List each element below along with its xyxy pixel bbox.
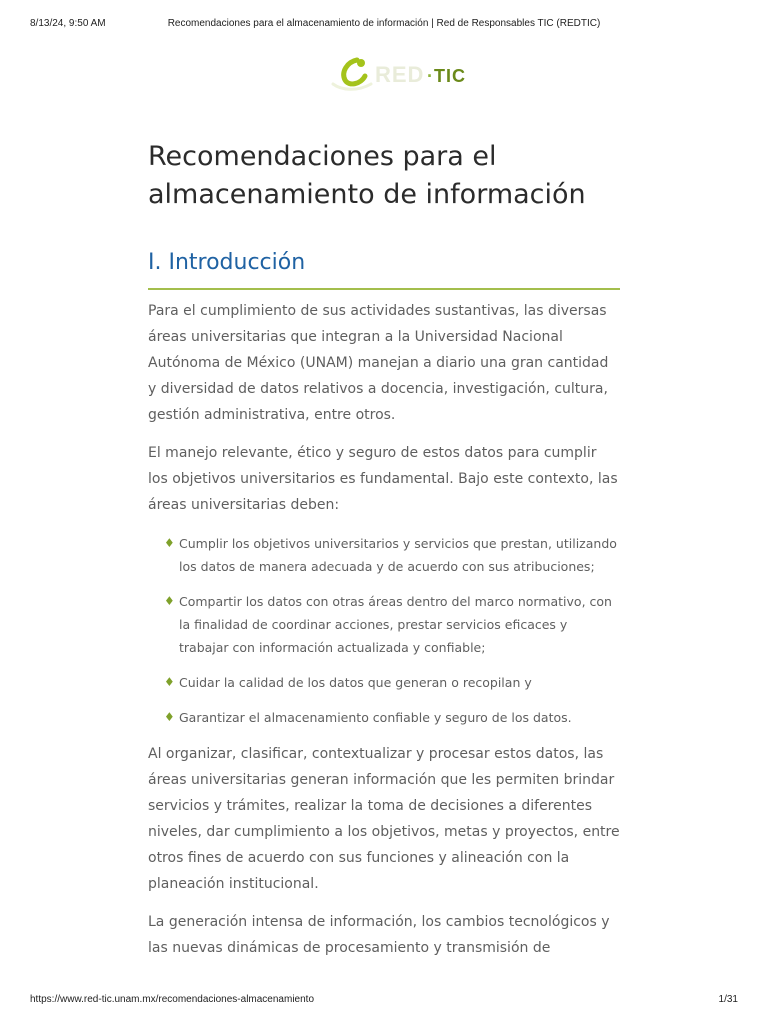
article [148,138,620,961]
diamond-bullet-icon: ♦ [164,594,175,608]
page-counter: 1/31 [718,994,738,1005]
paragraph-intro: Para el cumplimiento de sus actividades sustantivas, las diversas áreas universitarias que integran a la Universidad Nacional Autónoma de México (UNAM) manejan a diario una gran cantidad y diversidad de datos relativos a docencia, investigación, cultura, gestión administrativa, entre otros. [148,303,609,423]
list-item-text: Cumplir los objetivos universitarios y servicios que prestan, utilizando los datos de manera adecuada y de acuerdo con sus atribuciones; [179,536,617,574]
list-item [164,671,620,694]
section-heading: I. Introducción [148,248,620,290]
page-title: Recomendaciones para el almacenamiento de información [148,141,586,210]
paragraph-organization: Al organizar, clasificar, contextualizar y procesar estos datos, las áreas universitarias generan información que les permiten brindar servicios y trámites, realizar la toma de decisiones a diferentes niveles, dar cumplimiento a los objetivos, metas y proyectos, entre otros fines de acuerdo con sus funciones y alineación con la planeación institucional. [148,746,620,892]
logo-swirl-icon [327,54,375,94]
print-url: https://www.red-tic.unam.mx/recomendaciones-almacenamiento [30,994,315,1005]
list-item-text: Cuidar la calidad de los datos que generan o recopilan y [179,675,532,690]
paragraph-context: El manejo relevante, ético y seguro de estos datos para cumplir los objetivos universitarios es fundamental. Bajo este contexto, las áreas universitarias deben: [148,445,618,513]
paragraph-generation: La generación intensa de información, los cambios tecnológicos y las nuevas dinámicas de procesamiento y transmisión de [148,914,610,956]
obligations-list [148,532,620,729]
redtic-logo[interactable] [327,54,477,102]
print-footer [30,994,738,1008]
diamond-bullet-icon: ♦ [164,675,175,689]
list-item-text: Compartir los datos con otras áreas dentro del marco normativo, con la finalidad de coordinar acciones, prestar servicios eficaces y trabajar con información actualizada y confiable; [179,594,612,655]
logo-tic-label: TIC [434,66,466,86]
logo-faint-text: RED [375,62,425,87]
list-item-text: Garantizar el almacenamiento confiable y seguro de los datos. [179,710,572,725]
print-page-title: Recomendaciones para el almacenamiento de información | Red de Responsables TIC (REDTIC) [167,18,601,29]
logo-dot: · [427,66,434,86]
logo-tic-text [427,66,466,87]
list-item [164,706,620,729]
diamond-bullet-icon: ♦ [164,536,175,550]
print-datetime: 8/13/24, 9:50 AM [30,18,106,29]
list-item [164,590,620,659]
list-item [164,532,620,578]
diamond-bullet-icon: ♦ [164,710,175,724]
print-header [30,18,738,32]
